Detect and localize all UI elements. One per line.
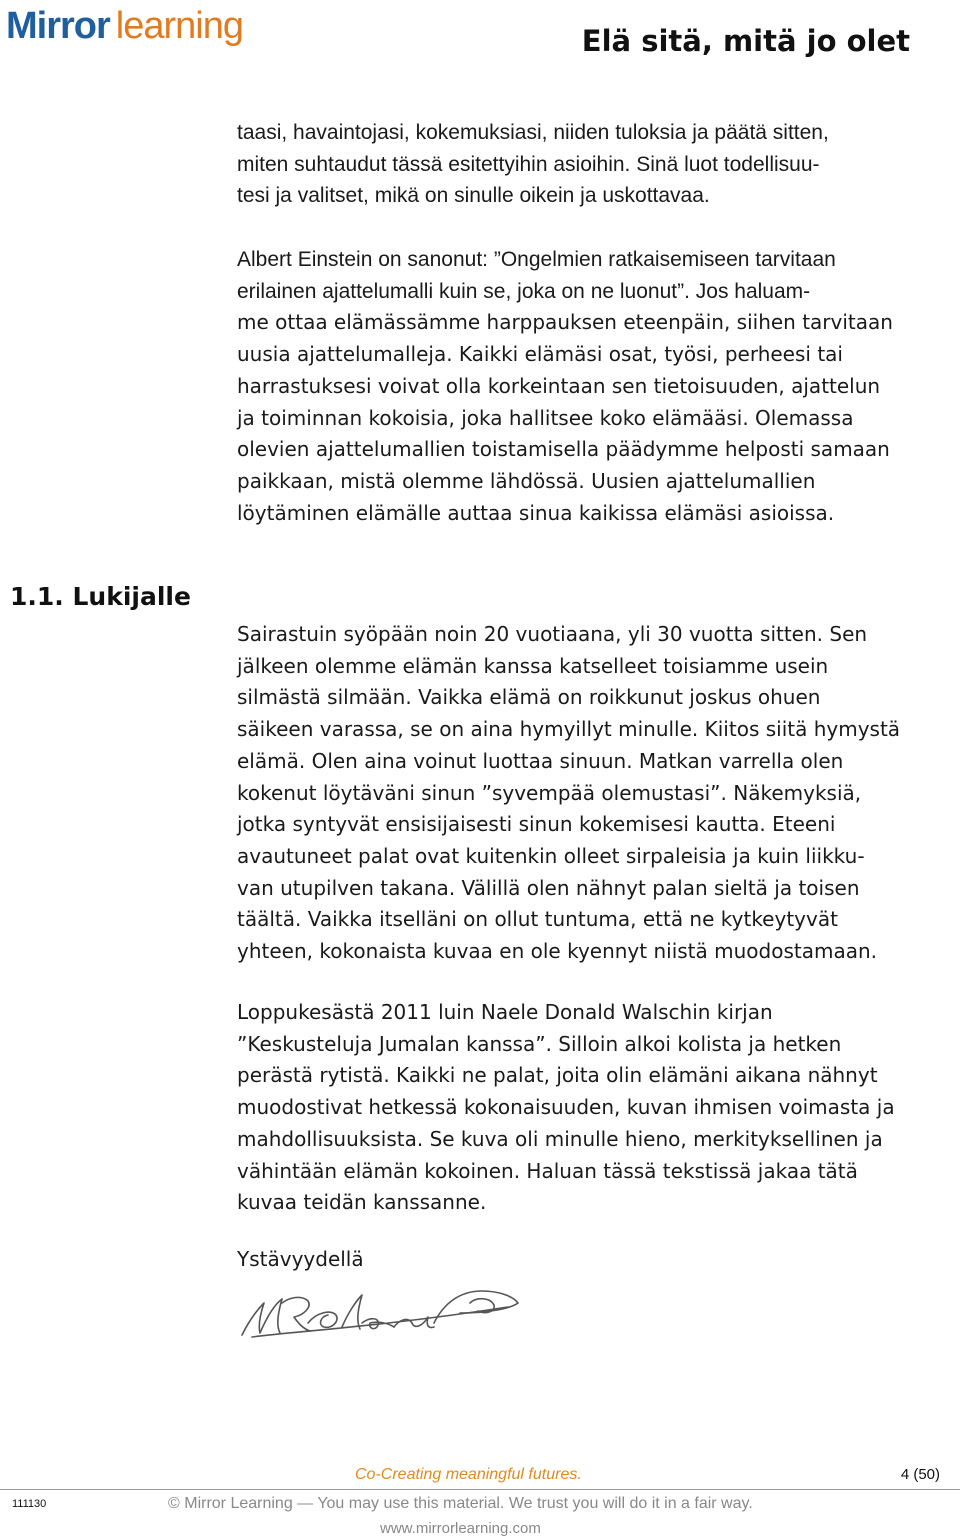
text-line: perästä rytistä. Kaikki ne palat, joita olin elämäni aikana nähnyt (237, 1063, 878, 1088)
text-line: ja toiminnan kokoisia, joka hallitsee koko elämääsi. Olemassa (237, 405, 854, 430)
text-line: Albert Einstein on sanonut: ”Ongelmien ratkaisemiseen tarvitaan (237, 248, 836, 271)
text-line: Sairastuin syöpään noin 20 vuotiaana, yli 30 vuotta sitten. Sen (237, 622, 868, 646)
logo-learning-text: learning (115, 5, 244, 47)
text-line: löytäminen elämälle auttaa sinua kaikissa elämäsi asioissa. (237, 500, 835, 525)
text-line: täältä. Vaikka itselläni on ollut tuntuma, että ne kytkeytyvät (237, 907, 838, 932)
text-line: uusia ajattelumalleja. Kaikki elämäsi osat, työsi, perheesi tai (237, 342, 843, 367)
text-line: harrastuksesi voivat olla korkeintaan sen tietoisuuden, ajattelun (237, 373, 881, 398)
text-line: jotka syntyvät ensisijaisesti sinun kokemisesi kautta. Eteeni (237, 812, 836, 837)
text-line: elämä. Olen aina voinut luottaa sinuun. Matkan varrella olen (237, 748, 844, 773)
document-code: 111130 (12, 1498, 47, 1510)
text-line: silmästä silmään. Vaikka elämä on roikkunut joskus ohuen (237, 685, 821, 710)
copyright-notice: © Mirror Learning — You may use this material. We trust you will do it in a fair way. (168, 1495, 753, 1512)
text-line: van utupilven takana. Välillä olen nähnyt palan sieltä ja toisen (237, 875, 860, 900)
footer-slogan: Co-Creating meaningful futures. (355, 1466, 582, 1483)
text-line: yhteen, kokonaista kuvaa en ole kyennyt niistä muodostamaan. (237, 939, 877, 964)
text-line: me ottaa elämässämme harppauksen eteenpäin, siihen tarvitaan (237, 310, 893, 335)
text-line: miten suhtaudut tässä esitettyihin asioihin. Sinä luot todellisuu- (237, 152, 820, 176)
text-line: mahdollisuuksista. Se kuva oli minulle hieno, merkityksellinen ja (237, 1126, 883, 1151)
text-line: ”Keskusteluja Jumalan kanssa”. Silloin alkoi kolista ja hetken (237, 1031, 842, 1056)
paragraph-lukijalle-2 (237, 997, 937, 1219)
section-heading: 1.1. Lukijalle (10, 582, 191, 611)
footer-divider (0, 1489, 960, 1490)
text-line: säikeen varassa, se on aina hymyillyt minulle. Kiitos siitä hymystä (237, 717, 901, 742)
paragraph-lukijalle-1 (237, 619, 937, 968)
text-line: taasi, havaintojasi, kokemuksiasi, niiden tuloksia ja päätä sitten, (237, 121, 829, 144)
mirror-learning-logo (6, 2, 243, 46)
handwritten-signature (238, 1283, 528, 1347)
text-line: Loppukesästä 2011 luin Naele Donald Walschin kirjan (237, 1000, 773, 1024)
paragraph-intro (237, 117, 937, 212)
website-link[interactable]: www.mirrorlearning.com (380, 1520, 541, 1537)
text-line: kuvaa teidän kanssanne. (237, 1190, 487, 1215)
text-line: jälkeen olemme elämän kanssa katselleet toisiamme usein (237, 653, 829, 678)
paragraph-einstein (237, 244, 937, 529)
page-title: Elä sitä, mitä jo olet (581, 24, 910, 58)
text-line: tesi ja valitset, mikä on sinulle oikein ja uskottavaa. (237, 184, 710, 208)
greeting: Ystävyydellä (237, 1247, 364, 1271)
text-line: muodostivat hetkessä kokonaisuuden, kuvan ihmisen voimasta ja (237, 1095, 895, 1120)
text-line: avautuneet palat ovat kuitenkin olleet sirpaleisia ja kuin liikku- (237, 843, 865, 868)
text-line: vähintään elämän kokoinen. Haluan tässä tekstissä jakaa tätä (237, 1158, 858, 1183)
page-number: 4 (50) (900, 1466, 940, 1483)
text-line: erilainen ajattelumalli kuin se, joka on ne luonut”. Jos haluam- (237, 279, 811, 303)
text-line: kokenut löytäväni sinun ”syvempää olemustasi”. Näkemyksiä, (237, 780, 862, 805)
text-line: paikkaan, mistä olemme lähdössä. Uusien ajattelumallien (237, 468, 816, 493)
text-line: olevien ajattelumallien toistamisella päädymme helposti samaan (237, 437, 890, 462)
logo-mirror-text: Mirror (6, 5, 110, 47)
